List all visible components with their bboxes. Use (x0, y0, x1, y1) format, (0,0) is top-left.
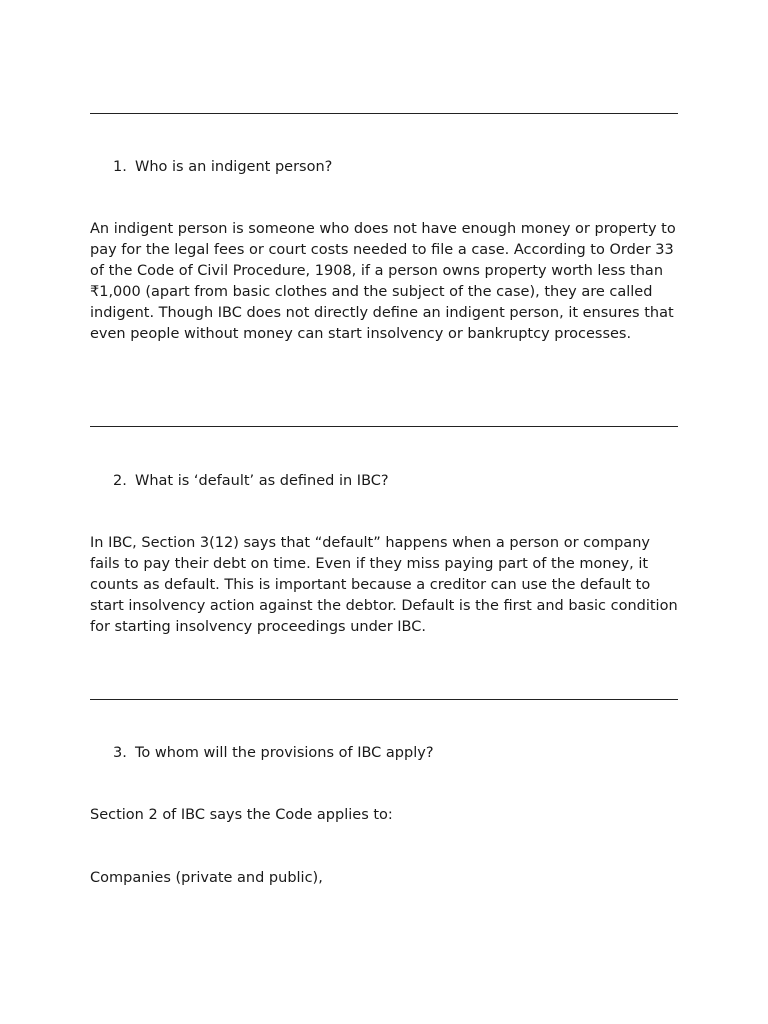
question-text: Who is an indigent person? (135, 159, 333, 175)
question-number: 1. (113, 159, 127, 175)
question-number: 2. (113, 473, 127, 489)
question-heading (113, 471, 389, 492)
answer-paragraph: Section 2 of IBC says the Code applies to: (90, 807, 393, 823)
question-heading (113, 157, 332, 178)
question-text: To whom will the provisions of IBC apply? (135, 745, 434, 761)
section-divider (90, 113, 678, 114)
list-item: Companies (private and public), (90, 870, 323, 886)
question-heading (113, 743, 434, 764)
answer-paragraph: An indigent person is someone who does not have enough money or property to pay for the legal fees or court costs needed to file a case. According to Order 33 of the Code of Civil Procedure, 1908, if a person owns property worth less than ₹1,000 (apart from basic clothes and the subject of the case), they are called indigent. Though IBC does not directly define an indigent person, it ensures that even people without money can start insolvency or bankruptcy processes. (90, 221, 676, 342)
question-number: 3. (113, 745, 127, 761)
question-text: What is ‘default’ as defined in IBC? (135, 473, 389, 489)
answer-paragraph: In IBC, Section 3(12) says that “default” happens when a person or company fails to pay their debt on time. Even if they miss paying part of the money, it counts as default. This is important because a creditor can use the default to start insolvency action against the debtor. Default is the first and basic condition for starting insolvency proceedings under IBC. (90, 535, 678, 635)
section-divider (90, 699, 678, 700)
section-divider (90, 426, 678, 427)
